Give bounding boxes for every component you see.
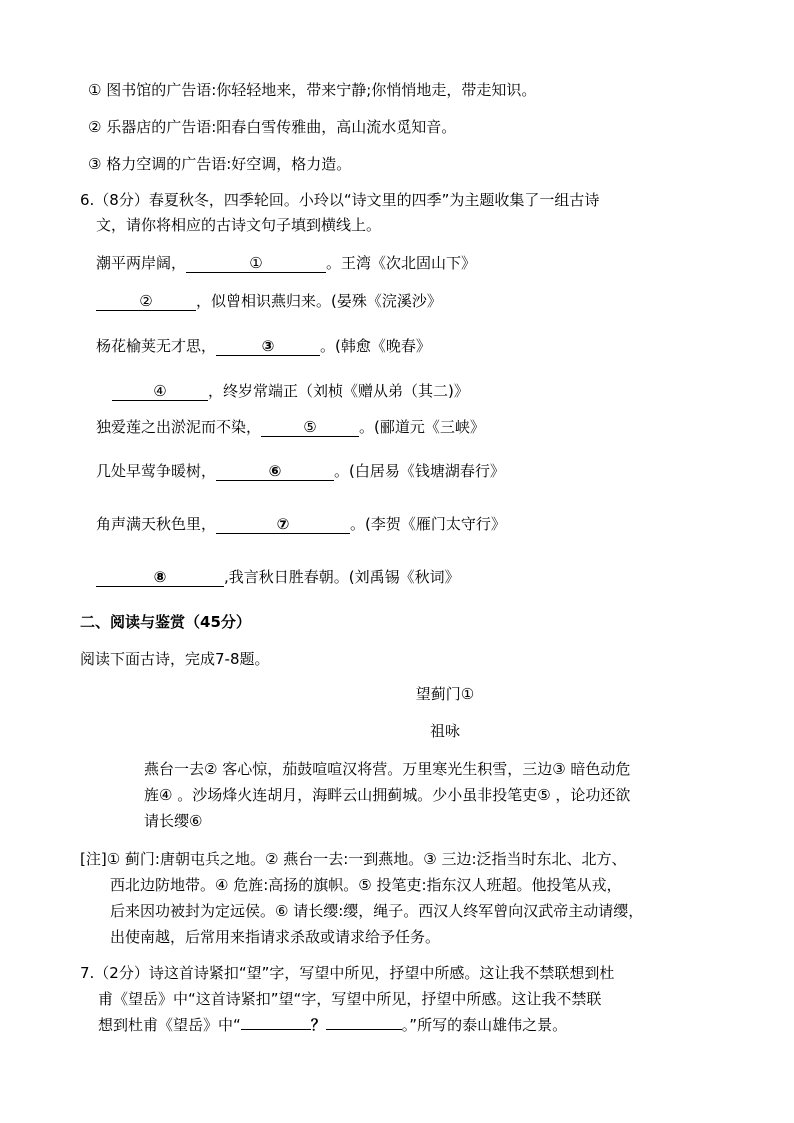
q6-item-3-text-after: 。(韩愈《晚春》 bbox=[320, 337, 431, 355]
q7-answer-blank-2[interactable] bbox=[326, 1029, 402, 1030]
q6-item-7 bbox=[96, 513, 506, 535]
note-line-1: [注]① 蓟门:唐朝屯兵之地。② 燕台一去:一到燕地。③ 三边:泛指当时东北、北方、 bbox=[80, 850, 627, 868]
poem-line-1: 燕台一去② 客心惊，茄鼓喧喧汉将营。万里寒光生积雪，三边③ 暗色动危 bbox=[144, 760, 631, 778]
q6-item-1-blank[interactable] bbox=[186, 254, 326, 273]
q6-heading-line-2: 文，请你将相应的古诗文句子填到横线上。 bbox=[96, 216, 382, 234]
q6-item-3-marker: ③ bbox=[261, 337, 275, 355]
poem-body bbox=[144, 756, 630, 834]
section-2-intro: 阅读下面古诗，完成7-8题。 bbox=[80, 650, 270, 668]
q6-item-4-marker: ④ bbox=[153, 382, 167, 400]
q6-item-4-text-after: ，终岁常端正（刘桢《赠从弟（其二)》 bbox=[208, 382, 469, 400]
q6-item-6-marker: ⑥ bbox=[268, 462, 282, 480]
poem-author: 祖咏 bbox=[429, 722, 460, 740]
q6-item-1 bbox=[96, 252, 476, 274]
q6-item-5-marker: ⑤ bbox=[303, 418, 317, 436]
q6-item-4-blank[interactable] bbox=[112, 382, 208, 401]
q6-item-5 bbox=[96, 416, 485, 438]
q6-item-6-text-before: 几处早莺争暖树， bbox=[96, 462, 217, 480]
q7-answer-blank-1[interactable] bbox=[241, 1029, 311, 1030]
q6-item-2-marker: ② bbox=[139, 292, 153, 310]
ad-line-1: ① 图书馆的广告语:你轻轻地来，带来宁静;你悄悄地走，带走知识。 bbox=[88, 81, 537, 99]
q6-item-7-text-after: 。(李贺《雁门太守行》 bbox=[350, 515, 506, 533]
note-line-4: 出使南越，后常用来指请求杀敌或请求给予任务。 bbox=[110, 928, 441, 946]
poem-line-3: 请长缨⑥ bbox=[144, 812, 203, 830]
note-line-3: 后来因功被封为定远侯。⑥ 请长缨:缨，绳子。西汉人终军曾向汉武帝主动请缨， bbox=[110, 902, 644, 920]
q7-block bbox=[80, 960, 614, 1038]
q6-item-3 bbox=[96, 335, 431, 357]
ad-line-3: ③ 格力空调的广告语:好空调，格力造。 bbox=[88, 155, 352, 173]
q6-item-5-blank[interactable] bbox=[261, 418, 359, 437]
q6-item-1-marker: ① bbox=[249, 254, 263, 272]
poem-line-2: 旌④ 。沙场烽火连胡月，海畔云山拥蓟城。少小虽非投笔吏⑤ ，论功还欲 bbox=[144, 786, 631, 804]
q6-item-7-blank[interactable] bbox=[216, 515, 350, 534]
q7-line-2: 甫《望岳》中“这首诗紧扣”望“字，写望中所见，抒望中所感。这让我不禁联 bbox=[98, 990, 602, 1008]
q7-line-1: 7.（2分）诗这首诗紧扣“望”字，写望中所见，抒望中所感。这让我不禁联想到杜 bbox=[80, 964, 615, 982]
q6-item-3-blank[interactable] bbox=[216, 337, 320, 356]
q6-item-4 bbox=[112, 380, 469, 402]
poem-title: 望蓟门① bbox=[415, 685, 475, 703]
q6-item-2-blank[interactable] bbox=[96, 292, 196, 311]
section-2-title: 二、阅读与鉴赏（45分） bbox=[80, 613, 251, 631]
q6-item-7-marker: ⑦ bbox=[276, 515, 290, 533]
q6-item-8-marker: ⑧ bbox=[153, 568, 167, 586]
q7-question-mark: ？ bbox=[310, 1016, 326, 1034]
q6-item-7-text-before: 角声满天秋色里， bbox=[96, 515, 217, 533]
poem-notes bbox=[80, 846, 643, 950]
q6-item-1-text-after: 。王湾《次北固山下》 bbox=[326, 254, 477, 272]
q6-item-5-text-before: 独爱莲之出淤泥而不染， bbox=[96, 418, 262, 436]
q6-item-2-text-after: ，似曾相识燕归来。(晏殊《浣溪沙》 bbox=[196, 292, 442, 310]
q6-item-2 bbox=[96, 290, 442, 312]
q6-item-8-blank[interactable] bbox=[96, 568, 224, 587]
q7-line-3-text-after: 。”所写的泰山雄伟之景。 bbox=[401, 1016, 568, 1034]
q7-line-3-text-before: 想到杜甫《望岳》中“ bbox=[98, 1016, 241, 1034]
note-line-2: 西北边防地带。④ 危旌:高扬的旗帜。⑤ 投笔吏:指东汉人班超。他投笔从戎， bbox=[110, 876, 622, 894]
q6-item-1-text-before: 潮平两岸阔， bbox=[96, 254, 187, 272]
q6-item-6-text-after: 。(白居易《钱塘湖春行》 bbox=[334, 462, 505, 480]
q6-item-3-text-before: 杨花榆荚无才思， bbox=[96, 337, 217, 355]
q6-heading-line-1: 6.（8分）春夏秋冬，四季轮回。小玲以“诗文里的四季”为主题收集了一组古诗 bbox=[80, 191, 600, 209]
q6-item-5-text-after: 。(郦道元《三峡》 bbox=[359, 418, 485, 436]
q6-item-8 bbox=[96, 566, 460, 588]
q6-item-8-text-after: ,我言秋日胜春朝。(刘禹锡《秋词》 bbox=[224, 568, 460, 586]
q6-item-6 bbox=[96, 460, 505, 482]
ad-line-2: ② 乐器店的广告语:阳春白雪传雅曲，高山流水觅知音。 bbox=[88, 118, 457, 136]
q7-line-3 bbox=[80, 1012, 614, 1038]
q6-item-6-blank[interactable] bbox=[216, 462, 334, 481]
